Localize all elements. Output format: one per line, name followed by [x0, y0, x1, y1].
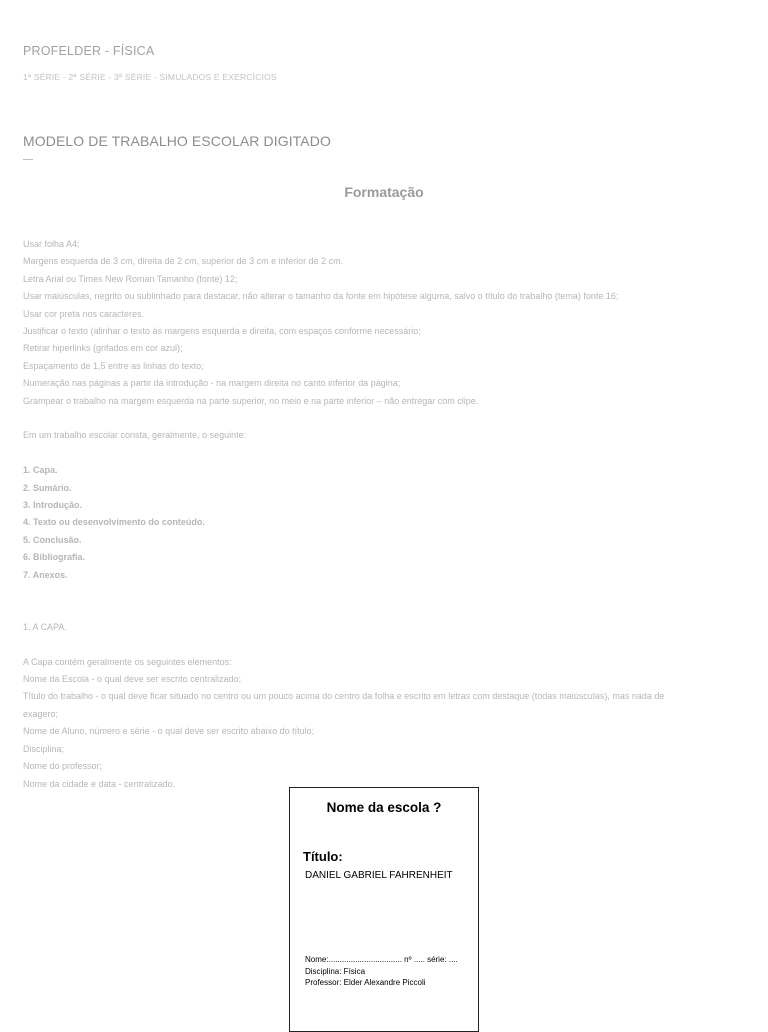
- formatting-rule: Retirar hiperlinks (grifados em cor azul);: [23, 343, 183, 354]
- post-content: [23, 236, 723, 793]
- capa-heading: 1. A CAPA.: [23, 621, 67, 632]
- site-title: [23, 44, 154, 58]
- formatting-rule: Grampear o trabalho na margem esquerda na parte superior, no meio e na parte inferior – não entregar com clipe.: [23, 395, 479, 406]
- capa-element: exagero;: [23, 708, 59, 719]
- structure-item: 7. Anexos.: [23, 569, 68, 580]
- capa-element: Disciplina;: [23, 743, 65, 754]
- spacer: [23, 601, 723, 618]
- structure-item: 6. Bibliografia.: [23, 552, 86, 563]
- cover-student-line: Nome:................................. nº ..... série: ....: [305, 955, 458, 964]
- structure-item: 5. Conclusão.: [23, 534, 82, 545]
- section-heading-formatacao: Formatação: [344, 184, 424, 200]
- site-nav: [23, 72, 277, 82]
- structure-intro: Em um trabalho escolar consta, geralmente, o seguinte:: [23, 430, 247, 441]
- formatting-rule: Usar maiúsculas, negrito ou sublinhado para destacar, não alterar o tamanho da fonte em hipótese alguma, salvo o título do trabalho (tema) fonte 16;: [23, 291, 619, 302]
- site-title-link[interactable]: PROFELDER - FÍSICA: [23, 44, 155, 58]
- spacer: [23, 584, 723, 601]
- formatting-rule: Justificar o texto (alinhar o texto às margens esquerda e direita, com espaços conforme necessário;: [23, 326, 421, 337]
- capa-element: Nome de Aluno, número e série - o qual deve ser escrito abaixo do título;: [23, 726, 315, 737]
- capa-element: Nome da cidade e data - centralizado.: [23, 778, 176, 789]
- formatting-rule: Espaçamento de 1,5 entre as linhas do texto;: [23, 360, 204, 371]
- capa-element: Nome da Escola - o qual deve ser escrito centralizado;: [23, 674, 242, 685]
- structure-item: 3. Introdução.: [23, 500, 83, 511]
- formatting-rule: Usar folha A4;: [23, 239, 80, 249]
- cover-teacher-line: Professor: Elder Alexandre Piccoli: [305, 978, 426, 987]
- title-divider: [23, 159, 33, 160]
- cover-title-value: DANIEL GABRIEL FAHRENHEIT: [305, 870, 453, 881]
- formatting-rule: Numeração nas páginas a partir da introdução - na margem direita no canto inferior da página;: [23, 378, 401, 389]
- spacer: [23, 445, 723, 462]
- formatting-rule: Margens esquerda de 3 cm, direita de 2 cm, superior de 3 cm e inferior de 2 cm.: [23, 256, 344, 267]
- cover-example-image: [289, 787, 479, 1032]
- spacer: [23, 410, 723, 427]
- structure-item: 4. Texto ou desenvolvimento do conteúdo.: [23, 517, 205, 528]
- cover-school-name: Nome da escola ?: [326, 800, 442, 815]
- post-title: MODELO DE TRABALHO ESCOLAR DIGITADO: [23, 133, 331, 149]
- spacer: [23, 636, 723, 653]
- structure-item: 1. Capa.: [23, 465, 58, 476]
- formatting-rule: Letra Arial ou Times New Roman Tamanho (fonte) 12;: [23, 273, 238, 284]
- cover-discipline-line: Disciplina: Física: [305, 967, 366, 976]
- site-nav-link[interactable]: 1ª SÉRIE - 2ª SÉRIE - 3ª SÉRIE - SIMULADOS E EXERCÍCIOS: [23, 72, 277, 82]
- cover-title-label: Título:: [303, 849, 343, 864]
- structure-item: 2. Sumário.: [23, 482, 72, 493]
- formatting-rule: Usar cor preta nos caracteres.: [23, 308, 145, 319]
- capa-element: Nome do professor;: [23, 761, 103, 772]
- capa-element: Título do trabalho - o qual deve ficar situado no centro ou um pouco acima do centro da folha e escrito em letras com destaque (todas maiúsculas), mas nada de: [23, 691, 665, 702]
- capa-intro: A Capa contém geralmente os seguintes elementos:: [23, 656, 232, 667]
